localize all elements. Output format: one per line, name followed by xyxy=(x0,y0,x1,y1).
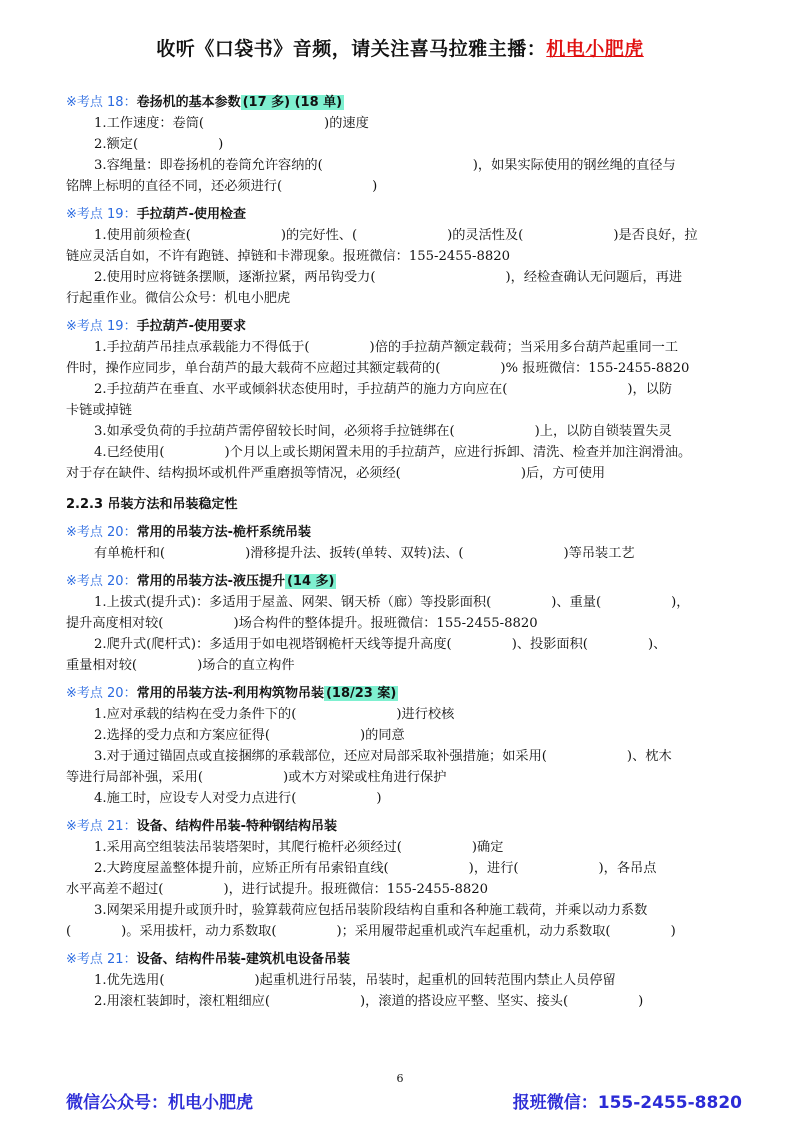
text-line xyxy=(66,421,742,442)
text-line xyxy=(66,379,742,400)
line-text: 2.手拉葫芦在垂直、水平或倾斜状态使用时，手拉葫芦的施力方向应在( xyxy=(94,382,508,397)
line-text: )的速度 xyxy=(324,116,369,131)
line-text: )% 报班微信：155-2455-8820 xyxy=(500,361,690,376)
line-text: )， xyxy=(671,595,690,610)
text-line xyxy=(66,725,742,746)
text-line xyxy=(66,176,742,197)
kaodian-label: ※考点 21： xyxy=(66,952,137,967)
exam-tag: (17 多) (18 单) xyxy=(242,95,343,110)
line-text: ) xyxy=(670,924,676,939)
text-line xyxy=(66,463,742,484)
line-text: 件时，操作应同步，单台葫芦的最大载荷不应超过其额定载荷的( xyxy=(66,361,441,376)
kaodian-label: ※考点 20： xyxy=(66,525,137,540)
section-title xyxy=(66,816,742,837)
line-text: 重量相对较( xyxy=(66,658,138,673)
line-text: 3.容绳量：即卷扬机的卷筒允许容纳的( xyxy=(94,158,323,173)
section-title xyxy=(66,316,742,337)
text-line xyxy=(66,788,742,809)
line-text: )，进行( xyxy=(468,861,519,876)
text-line xyxy=(66,543,742,564)
header-prefix: 收听《口袋书》音频，请关注喜马拉雅主播： xyxy=(156,38,547,60)
kaodian-label: ※考点 21： xyxy=(66,819,137,834)
line-text: )的灵活性及( xyxy=(447,228,524,243)
section-title-text: 常用的吊装方法-桅杆系统吊装 xyxy=(136,525,311,540)
line-text: )上，以防自锁装置失灵 xyxy=(534,424,672,439)
line-text: 1.使用前须检查( xyxy=(94,228,191,243)
kaodian-label: ※考点 19： xyxy=(66,319,137,334)
text-line xyxy=(66,879,742,900)
line-text: )，滚道的搭设应平整、坚实、接头( xyxy=(359,994,569,1009)
text-line xyxy=(66,655,742,676)
line-text: )、枕木 xyxy=(626,749,672,764)
line-text: 2.额定( xyxy=(94,137,139,152)
line-text: 提升高度相对较( xyxy=(66,616,164,631)
line-text: 卡链或掉链 xyxy=(66,403,132,418)
header-name: 机电小肥虎 xyxy=(546,38,644,60)
line-text: 3.对于通过锚固点或直接捆绑的承载部位，还应对局部采取补强措施；如采用( xyxy=(94,749,547,764)
line-text: ) xyxy=(638,994,644,1009)
text-line xyxy=(66,155,742,176)
line-text: )，各吊点 xyxy=(598,861,657,876)
section-title-text: 常用的吊装方法-利用构筑物吊装 xyxy=(136,686,324,701)
kaodian-label: ※考点 19： xyxy=(66,207,137,222)
line-text: )的完好性、( xyxy=(280,228,358,243)
line-text: 2.用滚杠装卸时，滚杠粗细应( xyxy=(94,994,270,1009)
line-text: )或木方对梁或柱角进行保护 xyxy=(283,770,447,785)
exam-tag: (14 多) xyxy=(286,574,335,589)
line-text: )确定 xyxy=(471,840,504,855)
line-text: )，进行试提升。报班微信：155-2455-8820 xyxy=(223,882,489,897)
exam-tag: (18/23 案) xyxy=(325,686,397,701)
line-text: ) xyxy=(372,179,378,194)
line-text: )，如果实际使用的钢丝绳的直径与 xyxy=(472,158,676,173)
line-text: 行起重作业。微信公众号：机电小肥虎 xyxy=(66,291,291,306)
section-title xyxy=(66,522,742,543)
line-text: )。采用拔杆，动力系数取( xyxy=(121,924,277,939)
line-text: )的同意 xyxy=(359,728,405,743)
line-text: )起重机进行吊装，吊装时，起重机的回转范围内禁止人员停留 xyxy=(254,973,616,988)
section-title xyxy=(66,92,742,113)
text-line xyxy=(66,858,742,879)
line-text: )倍的手拉葫芦额定载荷；当采用多台葫芦起重同一工 xyxy=(369,340,679,355)
section-title-text: 设备、结构件吊装-特种钢结构吊装 xyxy=(136,819,337,834)
line-text: )；采用履带起重机或汽车起重机，动力系数取( xyxy=(336,924,611,939)
line-text: 链应灵活自如，不许有跑链、掉链和卡滞现象。报班微信：155-2455-8820 xyxy=(66,249,511,264)
text-line xyxy=(66,134,742,155)
line-text: 对于存在缺件、结构损坏或机件严重磨损等情况，必须经( xyxy=(66,466,401,481)
line-text: )，以防 xyxy=(627,382,673,397)
section-title-text: 手拉葫芦-使用要求 xyxy=(136,319,246,334)
line-text: 2.使用时应将链条摆顺，逐渐拉紧，两吊钩受力( xyxy=(94,270,376,285)
line-text: )场合构件的整体提升。报班微信：155-2455-8820 xyxy=(233,616,538,631)
line-text: 2.爬升式(爬杆式)：多适用于如电视塔钢桅杆天线等提升高度( xyxy=(94,637,452,652)
text-line xyxy=(66,746,742,767)
line-text: 3.网架采用提升或顶升时，验算载荷应包括吊装阶段结构自重和各种施工载荷，并乘以动力系数 xyxy=(94,903,648,918)
line-text: )滑移提升法、扳转(单转、双转)法、( xyxy=(245,546,464,561)
text-line xyxy=(66,970,742,991)
page-number: 6 xyxy=(396,1072,404,1085)
text-line xyxy=(66,358,742,379)
line-text: 1.手拉葫芦吊挂点承载能力不得低于( xyxy=(94,340,310,355)
line-text: 1.应对承载的结构在受力条件下的( xyxy=(94,707,297,722)
line-text: 1.上拔式(提升式)：多适用于屋盖、网架、钢天桥（廊）等投影面积( xyxy=(94,595,492,610)
line-text: )是否良好，拉 xyxy=(613,228,698,243)
line-text: )个月以上或长期闲置未用的手拉葫芦，应进行拆卸、清洗、检查并加注润滑油。 xyxy=(224,445,692,460)
line-text: 1.采用高空组装法吊装塔架时，其爬行桅杆必须经过( xyxy=(94,840,402,855)
section-title-text: 卷扬机的基本参数 xyxy=(136,95,241,110)
text-line xyxy=(66,837,742,858)
line-text: )、投影面积( xyxy=(511,637,588,652)
line-text: ) xyxy=(376,791,382,806)
page-header xyxy=(0,34,800,61)
line-text: ( xyxy=(66,924,72,939)
line-text: 1.优先选用( xyxy=(94,973,165,988)
footer-wechat-id: 报班微信：155-2455-8820 xyxy=(512,1093,742,1113)
section-title xyxy=(66,571,742,592)
text-line xyxy=(66,288,742,309)
line-text: 4.施工时，应设专人对受力点进行( xyxy=(94,791,297,806)
line-text: 水平高差不超过( xyxy=(66,882,164,897)
line-text: 有单桅杆和( xyxy=(94,546,166,561)
line-text: 等进行局部补强，采用( xyxy=(66,770,204,785)
line-text: )、重量( xyxy=(551,595,602,610)
line-text: )、 xyxy=(647,637,667,652)
text-line xyxy=(66,634,742,655)
text-line xyxy=(66,921,742,942)
content-body xyxy=(66,92,742,1012)
text-line xyxy=(66,246,742,267)
section-title-text: 常用的吊装方法-液压提升 xyxy=(136,574,285,589)
line-text: 铭牌上标明的直径不同，还必须进行( xyxy=(66,179,283,194)
text-line xyxy=(66,613,742,634)
line-text: 3.如承受负荷的手拉葫芦需停留较长时间，必须将手拉链绑在( xyxy=(94,424,455,439)
line-text: 2.选择的受力点和方案应征得( xyxy=(94,728,270,743)
text-line xyxy=(66,225,742,246)
text-line xyxy=(66,400,742,421)
text-line xyxy=(66,267,742,288)
section-title xyxy=(66,204,742,225)
text-line xyxy=(66,113,742,134)
text-line xyxy=(66,442,742,463)
kaodian-label: ※考点 20： xyxy=(66,574,137,589)
line-text: )等吊装工艺 xyxy=(563,546,635,561)
kaodian-label: ※考点 20： xyxy=(66,686,137,701)
text-line xyxy=(66,704,742,725)
text-line xyxy=(66,592,742,613)
line-text: 2.大跨度屋盖整体提升前，应矫正所有吊索铅直线( xyxy=(94,861,389,876)
section-title xyxy=(66,949,742,970)
line-text: 1.工作速度：卷筒( xyxy=(94,116,205,131)
section-title-text: 设备、结构件吊装-建筑机电设备吊装 xyxy=(136,952,350,967)
kaodian-label: ※考点 18： xyxy=(66,95,137,110)
line-text: )，经检查确认无问题后，再进 xyxy=(505,270,683,285)
text-line xyxy=(66,991,742,1012)
text-line xyxy=(66,900,742,921)
section-title-text: 手拉葫芦-使用检查 xyxy=(136,207,246,222)
footer-wechat-account: 微信公众号：机电小肥虎 xyxy=(66,1093,253,1113)
line-text: )进行校核 xyxy=(396,707,455,722)
line-text: ) xyxy=(218,137,224,152)
line-text: )后，方可使用 xyxy=(520,466,606,481)
line-text: )场合的直立构件 xyxy=(197,658,295,673)
text-line xyxy=(66,767,742,788)
line-text: 4.已经使用( xyxy=(94,445,165,460)
text-line xyxy=(66,337,742,358)
subsection-heading: 2.2.3 吊装方法和吊装稳定性 xyxy=(66,497,238,512)
section-title xyxy=(66,683,742,704)
